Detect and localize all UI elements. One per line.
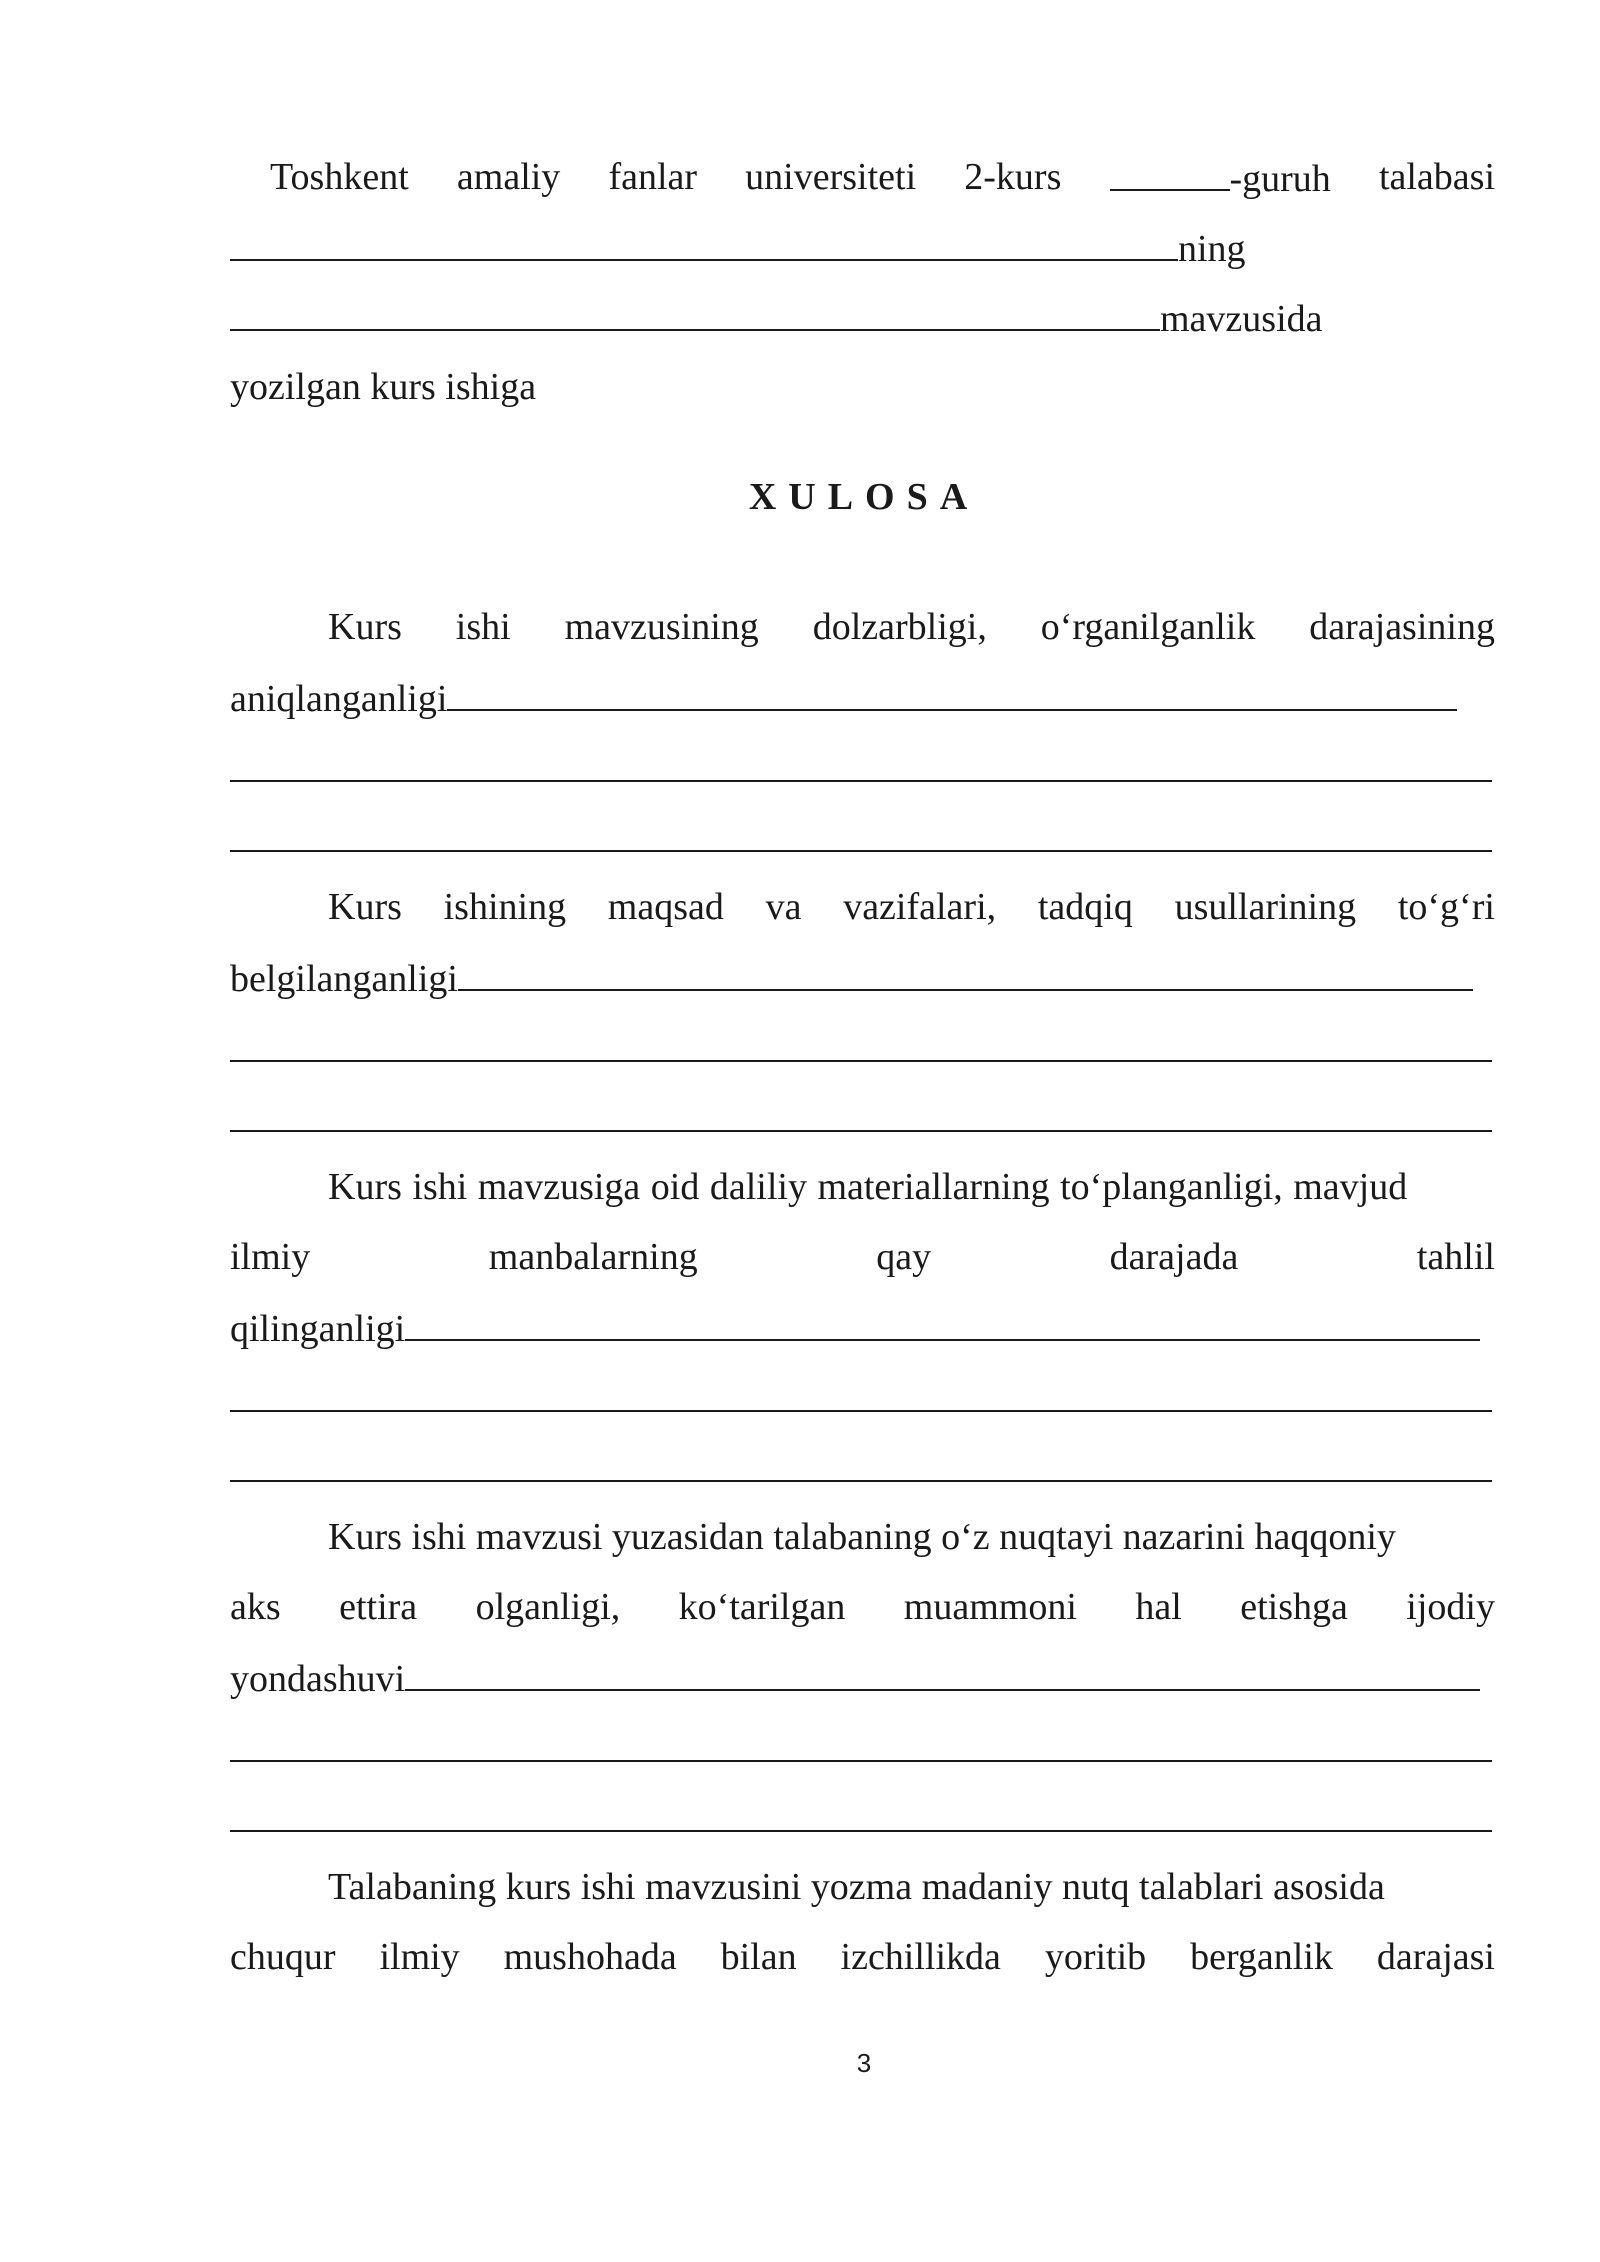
section-4-criterion: yondashuvi (230, 1658, 406, 1700)
student-name-blank[interactable] (230, 217, 1178, 261)
section-5-line-1: Talabaning kurs ishi mavzusini yozma madaniy nutq talablari asosida (328, 1866, 1385, 1908)
section-4-line-2 (230, 1577, 1495, 1637)
section-word: ishi (455, 606, 511, 648)
section-word: mushohada (503, 1936, 677, 1978)
section-word: darajasi (1376, 1936, 1495, 1978)
section-3-answer-blank[interactable] (405, 1297, 1480, 1341)
section-word: olganligi, (475, 1586, 621, 1628)
section-word: ilmiy (230, 1236, 311, 1278)
section-1-line-1 (230, 597, 1495, 657)
header-word: amaliy (456, 156, 561, 198)
topic-blank[interactable] (230, 287, 1160, 331)
group-blank[interactable] (1110, 147, 1230, 191)
section-word: hal (1135, 1586, 1182, 1628)
section-word: ko‘tarilgan (678, 1586, 846, 1628)
section-2-answer-line[interactable] (230, 1130, 1492, 1132)
section-word: qay (876, 1236, 932, 1278)
section-2-line-2 (230, 947, 1495, 1007)
section-2-line-1 (230, 877, 1495, 937)
topic-suffix: mavzusida (1160, 298, 1323, 340)
section-word: vazifalari, (843, 886, 997, 928)
section-word: Kurs (328, 886, 402, 928)
section-word: tahlil (1416, 1236, 1495, 1278)
section-3-line-2 (230, 1227, 1495, 1287)
section-word: maqsad (607, 886, 724, 928)
section-word: Kurs (328, 606, 402, 648)
page-title: XULOSA (748, 476, 980, 518)
header-word: fanlar (608, 156, 698, 198)
section-word: ettira (339, 1586, 418, 1628)
section-word: ishining (443, 886, 567, 928)
student-name-line (230, 217, 1495, 277)
section-word: dolzarbligi, (812, 606, 987, 648)
header-word: 2-kurs (964, 156, 1062, 198)
group-suffix: -guruh (1229, 158, 1331, 200)
section-3-line-3 (230, 1297, 1495, 1357)
section-word: izchillikda (840, 1936, 1001, 1978)
section-word: darajasining (1309, 606, 1495, 648)
section-4-answer-blank[interactable] (405, 1647, 1480, 1691)
section-word: yoritib (1044, 1936, 1147, 1978)
section-word: etishga (1240, 1586, 1348, 1628)
section-word: berganlik (1190, 1936, 1333, 1978)
section-word: manbalarning (488, 1236, 698, 1278)
student-name-suffix: ning (1178, 228, 1246, 270)
section-word: aks (230, 1586, 281, 1628)
header-line-1 (230, 147, 1495, 207)
section-word: muammoni (903, 1586, 1077, 1628)
section-1-answer-line[interactable] (230, 780, 1492, 782)
section-word: va (765, 886, 802, 928)
section-word: to‘g‘ri (1397, 886, 1495, 928)
section-word: darajada (1109, 1236, 1239, 1278)
section-word: bilan (720, 1936, 797, 1978)
section-2-answer-blank[interactable] (458, 947, 1473, 991)
section-3-line-1: Kurs ishi mavzusiga oid daliliy materiallarning to‘planganligi, mavjud (328, 1166, 1408, 1208)
section-2-answer-line[interactable] (230, 1060, 1492, 1062)
section-1-answer-line[interactable] (230, 850, 1492, 852)
section-2-criterion: belgilanganligi (230, 958, 458, 1000)
section-1-criterion: aniqlanganligi (230, 678, 448, 720)
group-field (1110, 147, 1331, 207)
section-1-answer-blank[interactable] (447, 667, 1457, 711)
section-4-answer-line[interactable] (230, 1760, 1492, 1762)
section-1-line-2 (230, 667, 1495, 727)
section-4-line-1: Kurs ishi mavzusi yuzasidan talabaning o‘z nuqtayi nazarini haqqoniy (328, 1516, 1396, 1558)
page-number: 3 (856, 2048, 872, 2078)
topic-line (230, 287, 1495, 347)
section-3-criterion: qilinganligi (230, 1308, 406, 1350)
header-word: talabasi (1378, 156, 1495, 198)
header-word: universiteti (745, 156, 917, 198)
header-line-4: yozilgan kurs ishiga (230, 366, 537, 408)
section-4-line-3 (230, 1647, 1495, 1707)
section-word: ijodiy (1406, 1586, 1495, 1628)
section-5-line-2 (230, 1927, 1495, 1987)
section-word: mavzusining (564, 606, 759, 648)
section-word: tadqiq (1037, 886, 1133, 928)
section-3-answer-line[interactable] (230, 1480, 1492, 1482)
section-word: usullarining (1174, 886, 1357, 928)
section-word: o‘rganilganlik (1040, 606, 1256, 648)
section-3-answer-line[interactable] (230, 1410, 1492, 1412)
section-4-answer-line[interactable] (230, 1830, 1492, 1832)
header-word: Toshkent (270, 156, 409, 198)
section-word: ilmiy (379, 1936, 460, 1978)
section-word: chuqur (230, 1936, 336, 1978)
